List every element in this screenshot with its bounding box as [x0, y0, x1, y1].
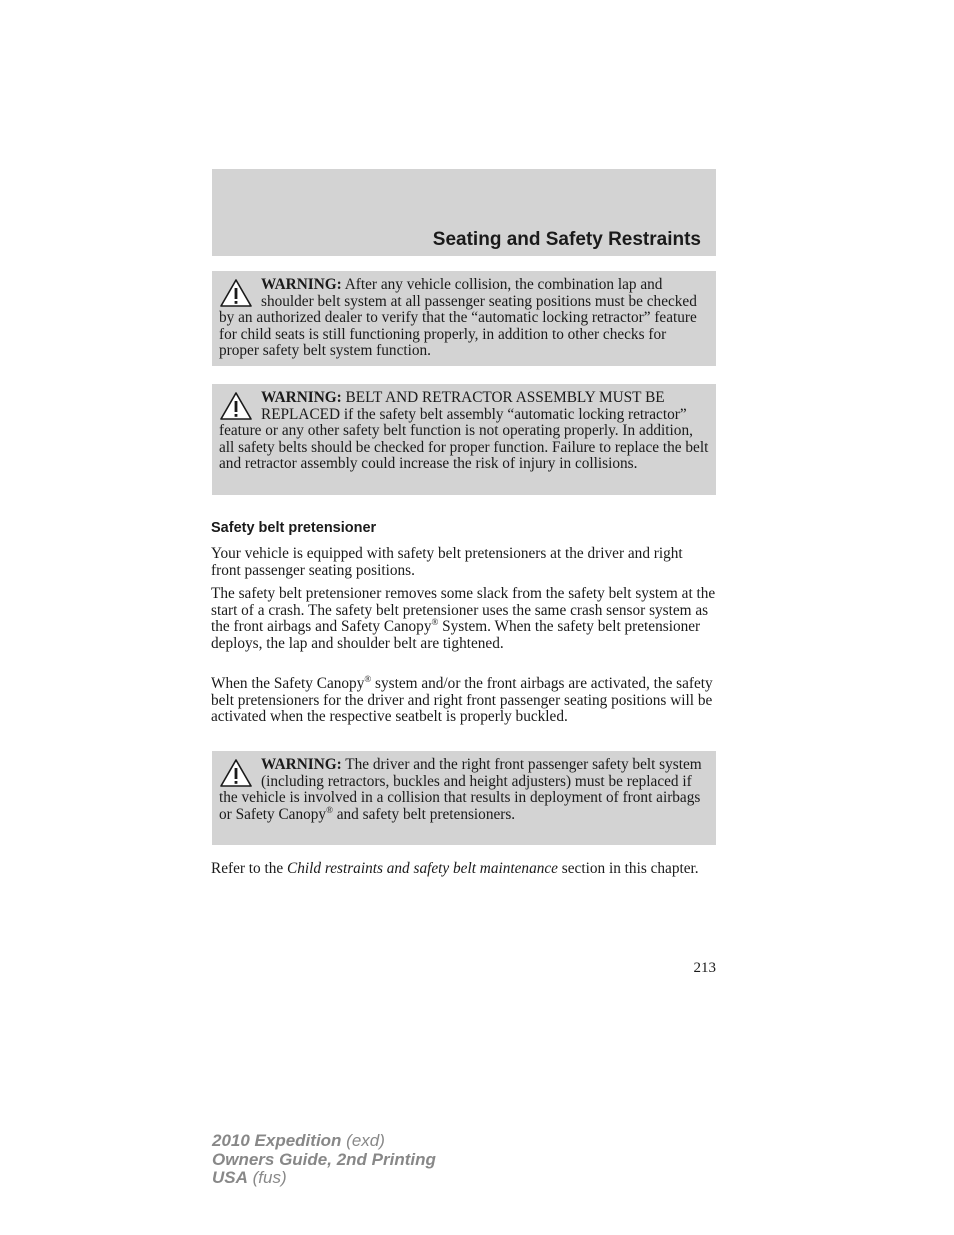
footer-market: USA [212, 1168, 248, 1187]
warning-triangle-icon [219, 277, 253, 309]
paragraph-1: Your vehicle is equipped with safety belt pretensioners at the driver and right front passenger seating positions. [211, 545, 683, 579]
section-header-band [212, 169, 716, 256]
warning-box-3 [212, 751, 716, 845]
paragraph-3-text-a: When the Safety Canopy [211, 675, 365, 692]
section-title: Seating and Safety Restraints [432, 229, 701, 250]
paragraph-4-text-b: section in this chapter. [557, 860, 699, 877]
warning-label: WARNING: [261, 756, 342, 773]
warning-text-a: The driver and the right front passenger safety belt system (including retractors, buckles and height adjusters) must be replaced if the vehicle is involved in a collision that results in deployment of front airbags or Safety Canopy [219, 756, 702, 823]
paragraph-2-text-b: System. When the safety belt pretensioner deploys, the lap and shoulder belt are tightened. [211, 618, 701, 652]
footer-printing: Owners Guide, 2nd Printing [212, 1149, 436, 1169]
paragraph-3 [211, 673, 716, 726]
warning-label: WARNING: [261, 389, 342, 406]
warning-box-1 [212, 271, 716, 366]
warning-label: WARNING: [261, 276, 342, 293]
registered-mark: ® [431, 616, 439, 627]
footer-line-3 [212, 1169, 436, 1188]
footer-line-1 [212, 1132, 436, 1151]
page-number: 213 [693, 960, 716, 976]
section-heading: Safety belt pretensioner [211, 520, 377, 536]
warning-text-b: and safety belt pretensioners. [332, 805, 516, 823]
paragraph-3-text-b: system and/or the front airbags are activated, the safety belt pretensioners for the driver and right front passenger seating positions will be activated when the respective seatbelt is properly buckled. [211, 675, 713, 725]
footer-edition-info [212, 1132, 436, 1188]
warning-box-2 [212, 384, 716, 495]
footer-market-code: (fus) [247, 1168, 287, 1187]
registered-mark: ® [364, 673, 372, 684]
paragraph-2-text-a: The safety belt pretensioner removes some slack from the safety belt system at the start of a crash. The safety belt pretensioner uses the same crash sensor system as the front airbags and Safety Canopy [211, 585, 716, 635]
cross-reference-link-text: Child restraints and safety belt maintenance [287, 860, 558, 877]
footer-line-2 [212, 1151, 436, 1170]
paragraph-4-text-a: Refer to the [211, 860, 288, 877]
paragraph-4 [211, 861, 716, 878]
warning-text: BELT AND RETRACTOR ASSEMBLY MUST BE REPLACED if the safety belt assembly “automatic locking retractor” feature or any other safety belt function is not operating properly. In addition, all safety belts should be checked for proper function. Failure to replace the belt and retractor assembly could increase the risk of injury in collisions. [219, 389, 709, 472]
footer-model: 2010 Expedition [212, 1131, 342, 1150]
warning-triangle-icon [219, 757, 253, 789]
registered-mark: ® [326, 804, 333, 815]
paragraph-2 [211, 586, 716, 652]
warning-text: After any vehicle collision, the combination lap and shoulder belt system at all passenger seating positions must be checked by an authorized dealer to verify that the “automatic locking retractor” feature for child seats is still functioning properly, in addition to other checks for proper safety belt system function. [219, 276, 697, 359]
warning-triangle-icon [219, 390, 253, 422]
footer-model-code: (exd) [341, 1131, 385, 1150]
